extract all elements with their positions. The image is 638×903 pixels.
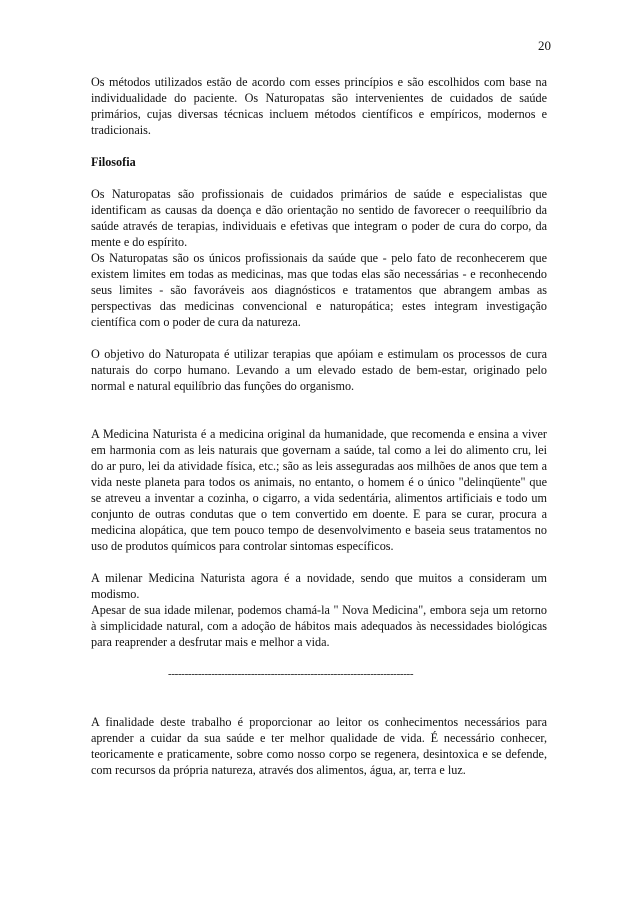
separator-line: -------------------------------------------------------------------------- (168, 668, 414, 680)
paragraph-medicina-naturista: A Medicina Naturista é a medicina original da humanidade, que recomenda e ensina a viver em harmonia com as leis naturais que governam a saúde, tal como a lei do alimento cru, lei do ar puro, lei da atividade física, etc.; são as leis asseguradas aos milhões de anos que tem a vida neste planeta para todos os animais, no entanto, o homem é o único "delinqüente" que se atreveu a inventar a cozinha, o cigarro, a vida sedentária, alimentos artificiais e todo um conjunto de outras condutas que o tem convertido em doente. E para se curar, procura a medicina alopática, que tem pouco tempo de desenvolvimento e baseia seus tratamentos no uso de produtos químicos para controlar sintomas específicos. (91, 427, 547, 553)
paragraph-naturopatas-profissionais: Os Naturopatas são profissionais de cuidados primários de saúde e especialistas que identificam as causas da doença e dão orientação no sentido de favorecer o reequilíbrio da saúde através de terapias, individuais e efetivas que integram o poder de cura do corpo, da mente e do espírito. (91, 187, 547, 249)
paragraph-objetivo: O objetivo do Naturopata é utilizar terapias que apóiam e estimulam os processos de cura naturais do corpo humano. Levando a um elevado estado de bem-estar, originado pelo normal e natural equilíbrio das funções do organismo. (91, 347, 547, 393)
paragraph-nova-medicina: Apesar de sua idade milenar, podemos chamá-la " Nova Medicina", embora seja um retorno à simplicidade natural, com a adoção de hábitos mais adequados às necessidades biológicas para reaprender a desfrutar mais e melhor a vida. (91, 603, 547, 649)
page-content (91, 74, 547, 778)
paragraph-milenar: A milenar Medicina Naturista agora é a novidade, sendo que muitos a consideram um modismo. (91, 571, 547, 601)
section-heading-filosofia: Filosofia (91, 155, 136, 169)
paragraph-finalidade: A finalidade deste trabalho é proporcionar ao leitor os conhecimentos necessários para aprender a cuidar da sua saúde e ter melhor qualidade de vida. É necessário conhecer, teoricamente e praticamente, sobre como nosso corpo se regenera, desintoxica e se defende, com recursos da própria natureza, através dos alimentos, água, ar, terra e luz. (91, 715, 547, 777)
paragraph-naturopatas-unicos: Os Naturopatas são os únicos profissionais da saúde que - pelo fato de reconhecerem que existem limites em todas as medicinas, mas que todas elas são necessárias - e reconhecendo seus limites - são favoráveis aos diagnósticos e tratamentos que abrangem ambas as perspectivas das medicinas convencional e naturopática; estes integram investigação científica com o poder de cura da natureza. (91, 251, 547, 329)
page-number: 20 (538, 38, 551, 53)
paragraph-methods: Os métodos utilizados estão de acordo com esses princípios e são escolhidos com base na individualidade do paciente. Os Naturopatas são intervenientes de cuidados de saúde primários, cujas diversas técnicas incluem métodos científicos e empíricos, modernos e tradicionais. (91, 75, 547, 137)
